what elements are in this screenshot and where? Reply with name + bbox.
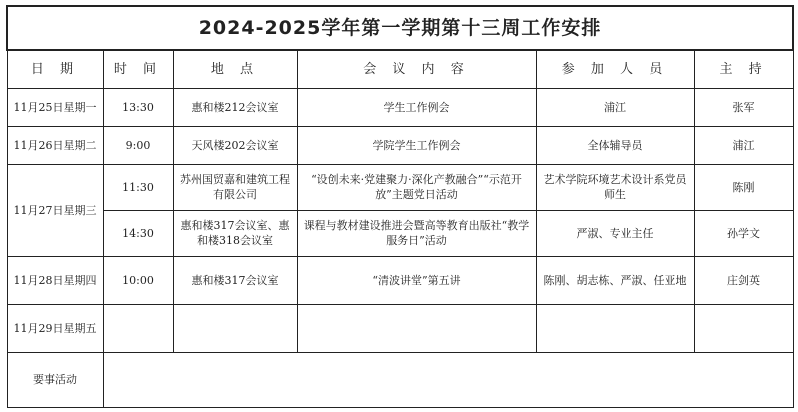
table-row xyxy=(7,88,793,126)
cell-participants: 浦江 xyxy=(536,88,694,126)
cell-place: 惠和楼212会议室 xyxy=(173,88,297,126)
cell-content: 课程与教材建设推进会暨高等教育出版社“教学服务日”活动 xyxy=(297,210,536,256)
cell-time xyxy=(103,304,173,352)
cell-time: 10:00 xyxy=(103,256,173,304)
cell-host: 孙学文 xyxy=(694,210,793,256)
cell-content: 学生工作例会 xyxy=(297,88,536,126)
footer-row xyxy=(7,352,793,407)
cell-content xyxy=(297,304,536,352)
cell-host: 张军 xyxy=(694,88,793,126)
header-participants: 参 加 人 员 xyxy=(536,50,694,88)
schedule-title: 2024-2025学年第一学期第十三周工作安排 xyxy=(7,6,793,50)
cell-content: 学院学生工作例会 xyxy=(297,126,536,164)
cell-time: 14:30 xyxy=(103,210,173,256)
header-content: 会 议 内 容 xyxy=(297,50,536,88)
cell-participants: 严淑、专业主任 xyxy=(536,210,694,256)
cell-date: 11月25日星期一 xyxy=(7,88,103,126)
cell-participants: 艺术学院环境艺术设计系党员师生 xyxy=(536,164,694,210)
cell-content: “设创未来·党建聚力·深化产教融合”“示范开放”主题党日活动 xyxy=(297,164,536,210)
cell-place: 惠和楼317会议室、惠和楼318会议室 xyxy=(173,210,297,256)
cell-date: 11月26日星期二 xyxy=(7,126,103,164)
table-row xyxy=(7,210,793,256)
cell-host: 浦江 xyxy=(694,126,793,164)
header-date: 日 期 xyxy=(7,50,103,88)
cell-content: “清波讲堂”第五讲 xyxy=(297,256,536,304)
cell-time: 13:30 xyxy=(103,88,173,126)
cell-host: 陈刚 xyxy=(694,164,793,210)
cell-place: 苏州国贸嘉和建筑工程有限公司 xyxy=(173,164,297,210)
cell-time: 11:30 xyxy=(103,164,173,210)
cell-participants: 全体辅导员 xyxy=(536,126,694,164)
table-row xyxy=(7,256,793,304)
table-row xyxy=(7,164,793,210)
header-host: 主 持 xyxy=(694,50,793,88)
table-row xyxy=(7,126,793,164)
cell-date: 11月27日星期三 xyxy=(7,164,103,256)
cell-host xyxy=(694,304,793,352)
cell-participants xyxy=(536,304,694,352)
header-time: 时 间 xyxy=(103,50,173,88)
footer-label: 要事活动 xyxy=(7,352,103,407)
cell-date: 11月28日星期四 xyxy=(7,256,103,304)
table-row xyxy=(7,304,793,352)
cell-time: 9:00 xyxy=(103,126,173,164)
cell-place xyxy=(173,304,297,352)
cell-host: 庄剑英 xyxy=(694,256,793,304)
cell-place: 天风楼202会议室 xyxy=(173,126,297,164)
cell-place: 惠和楼317会议室 xyxy=(173,256,297,304)
header-place: 地 点 xyxy=(173,50,297,88)
schedule-table xyxy=(6,5,794,408)
footer-value xyxy=(103,352,793,407)
cell-date: 11月29日星期五 xyxy=(7,304,103,352)
cell-participants: 陈刚、胡志栋、严淑、任亚地 xyxy=(536,256,694,304)
